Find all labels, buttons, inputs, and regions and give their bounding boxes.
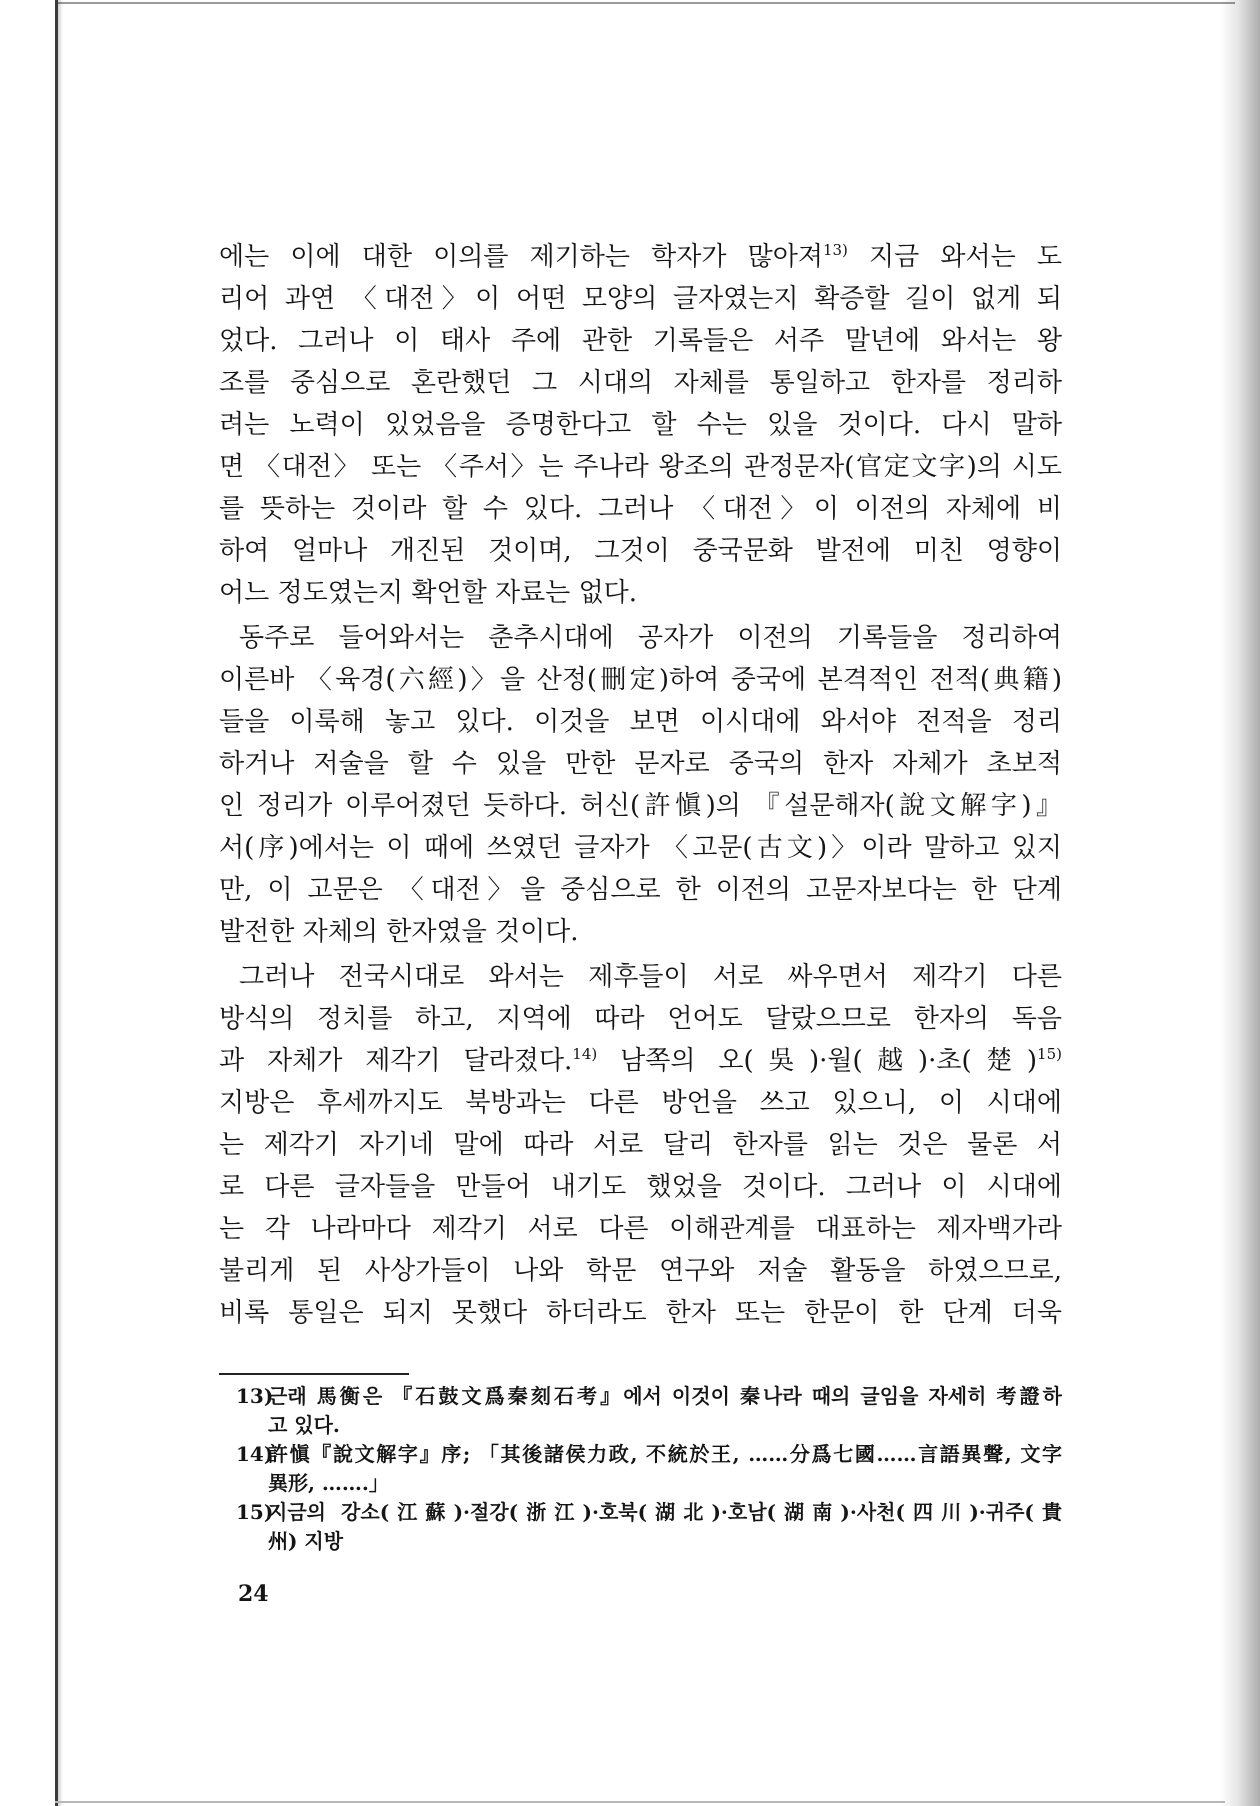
spine-shadow xyxy=(58,0,63,1806)
text-line: 로 다른 글자들을 만들어 내기도 했었을 것이다. 그러나 이 시대에 xyxy=(219,1172,1062,1202)
page-top-edge xyxy=(55,2,1235,4)
footnotes xyxy=(236,1382,1062,1556)
footnote-number: 15) xyxy=(236,1500,274,1524)
footnote-text xyxy=(268,1440,1062,1498)
text-line: 었다. 그러나 이 태사 주에 관한 기록들은 서주 말년에 와서는 왕 xyxy=(219,326,1062,356)
text-line: 발전한 자체의 한자였을 것이다. xyxy=(219,917,579,947)
text-line: 는 제각기 자기네 말에 따라 서로 달리 한자를 읽는 것은 물론 서 xyxy=(219,1130,1062,1160)
footnote-number: 13) xyxy=(236,1384,274,1408)
text-line: 려는 노력이 있었음을 증명한다고 할 수는 있을 것이다. 다시 말하 xyxy=(219,410,1062,440)
footnote-line: 異形, …….」 xyxy=(268,1471,389,1495)
body-text xyxy=(219,236,1062,1337)
footnote-ref: 15) xyxy=(1037,1045,1062,1063)
footnote-line: 근래 馬衡은 『石鼓文爲秦刻石考』에서 이것이 秦나라 때의 글임을 자세히 考證하 xyxy=(268,1384,1062,1408)
footnote-ref: 14) xyxy=(572,1045,598,1063)
footnote-ref: 13) xyxy=(822,241,848,259)
footnote-text xyxy=(268,1498,1062,1556)
text-line: 불리게 된 사상가들이 나와 학문 연구와 저술 활동을 하였으므로, xyxy=(219,1256,1062,1286)
text-line: 들을 이룩해 놓고 있다. 이것을 보면 이시대에 와서야 전적을 정리 xyxy=(219,707,1062,737)
text-line: 그러나 전국시대로 와서는 제후들이 서로 싸우면서 제각기 다른 xyxy=(239,962,1062,992)
footnote-line: 許愼『說文解字』序; 「其後諸侯力政, 不統於王, ……分爲七國……言語異聲, 文字 xyxy=(268,1442,1062,1466)
text-line: 비록 통일은 되지 못했다 하더라도 한자 또는 한문이 한 단계 더욱 xyxy=(219,1298,1062,1328)
text-line: 만, 이 고문은 〈대전〉을 중심으로 한 이전의 고문자보다는 한 단계 xyxy=(219,875,1062,905)
footnote-number: 14) xyxy=(236,1442,274,1466)
footnote-line: 고 있다. xyxy=(268,1413,340,1437)
text-line: 는 각 나라마다 제각기 서로 다른 이해관계를 대표하는 제자백가라 xyxy=(219,1214,1062,1244)
text-line: 하거나 저술을 할 수 있을 만한 문자로 중국의 한자 자체가 초보적 xyxy=(219,749,1062,779)
text-line xyxy=(219,236,1062,278)
footnote-text xyxy=(268,1382,1062,1440)
text-line: 서(序)에서는 이 때에 쓰였던 글자가 〈고문(古文)〉이라 말하고 있지 xyxy=(219,833,1062,863)
text-line xyxy=(219,1040,1062,1082)
paragraph xyxy=(219,617,1062,953)
text-segment: 남쪽의 오(吳)·월(越)·초(楚) xyxy=(597,1046,1038,1076)
footnote-line: 州) 지방 xyxy=(268,1529,344,1553)
text-line: 방식의 정치를 하고, 지역에 따라 언어도 달랐으므로 한자의 독음 xyxy=(219,1004,1062,1034)
text-line: 를 뜻하는 것이라 할 수 있다. 그러나 〈대전〉이 이전의 자체에 비 xyxy=(219,494,1062,524)
text-line: 지방은 후세까지도 북방과는 다른 방언을 쓰고 있으니, 이 시대에 xyxy=(219,1088,1062,1118)
paragraph xyxy=(219,236,1062,614)
text-line: 조를 중심으로 혼란했던 그 시대의 자체를 통일하고 한자를 정리하 xyxy=(219,368,1062,398)
text-line: 이른바 〈육경(六經)〉을 산정(刪定)하여 중국에 본격적인 전적(典籍) xyxy=(219,665,1062,695)
text-line: 리어 과연 〈대전〉이 어떤 모양의 글자였는지 확증할 길이 없게 되 xyxy=(219,284,1062,314)
page-curl-shadow xyxy=(1220,0,1260,1806)
text-line: 인 정리가 이루어졌던 듯하다. 허신(許愼)의 『설문해자(說文解字)』 xyxy=(219,791,1062,821)
text-line: 하여 얼마나 개진된 것이며, 그것이 중국문화 발전에 미친 영향이 xyxy=(219,536,1062,566)
text-segment: 에는 이에 대한 이의를 제기하는 학자가 많아져 xyxy=(219,242,823,272)
footnote xyxy=(236,1440,1062,1498)
page-number: 24 xyxy=(238,1581,269,1607)
footnote xyxy=(236,1498,1062,1556)
footnote xyxy=(236,1382,1062,1440)
paragraph xyxy=(219,956,1062,1334)
text-segment: 과 자체가 제각기 달라졌다. xyxy=(219,1046,573,1076)
text-line: 면 〈대전〉 또는 〈주서〉는 주나라 왕조의 관정문자(官定文字)의 시도 xyxy=(219,452,1062,482)
footnote-line: 지금의 강소(江蘇)·절강(浙江)·호북(湖北)·호남(湖南)·사천(四川)·귀주(貴 xyxy=(268,1500,1062,1524)
footnote-separator xyxy=(219,1373,409,1375)
text-segment: 지금 와서는 도 xyxy=(847,242,1062,272)
text-line: 동주로 들어와서는 춘추시대에 공자가 이전의 기록들을 정리하여 xyxy=(239,623,1062,653)
page-bottom-edge xyxy=(55,1801,1225,1803)
text-line: 어느 정도였는지 확언할 자료는 없다. xyxy=(219,578,638,608)
